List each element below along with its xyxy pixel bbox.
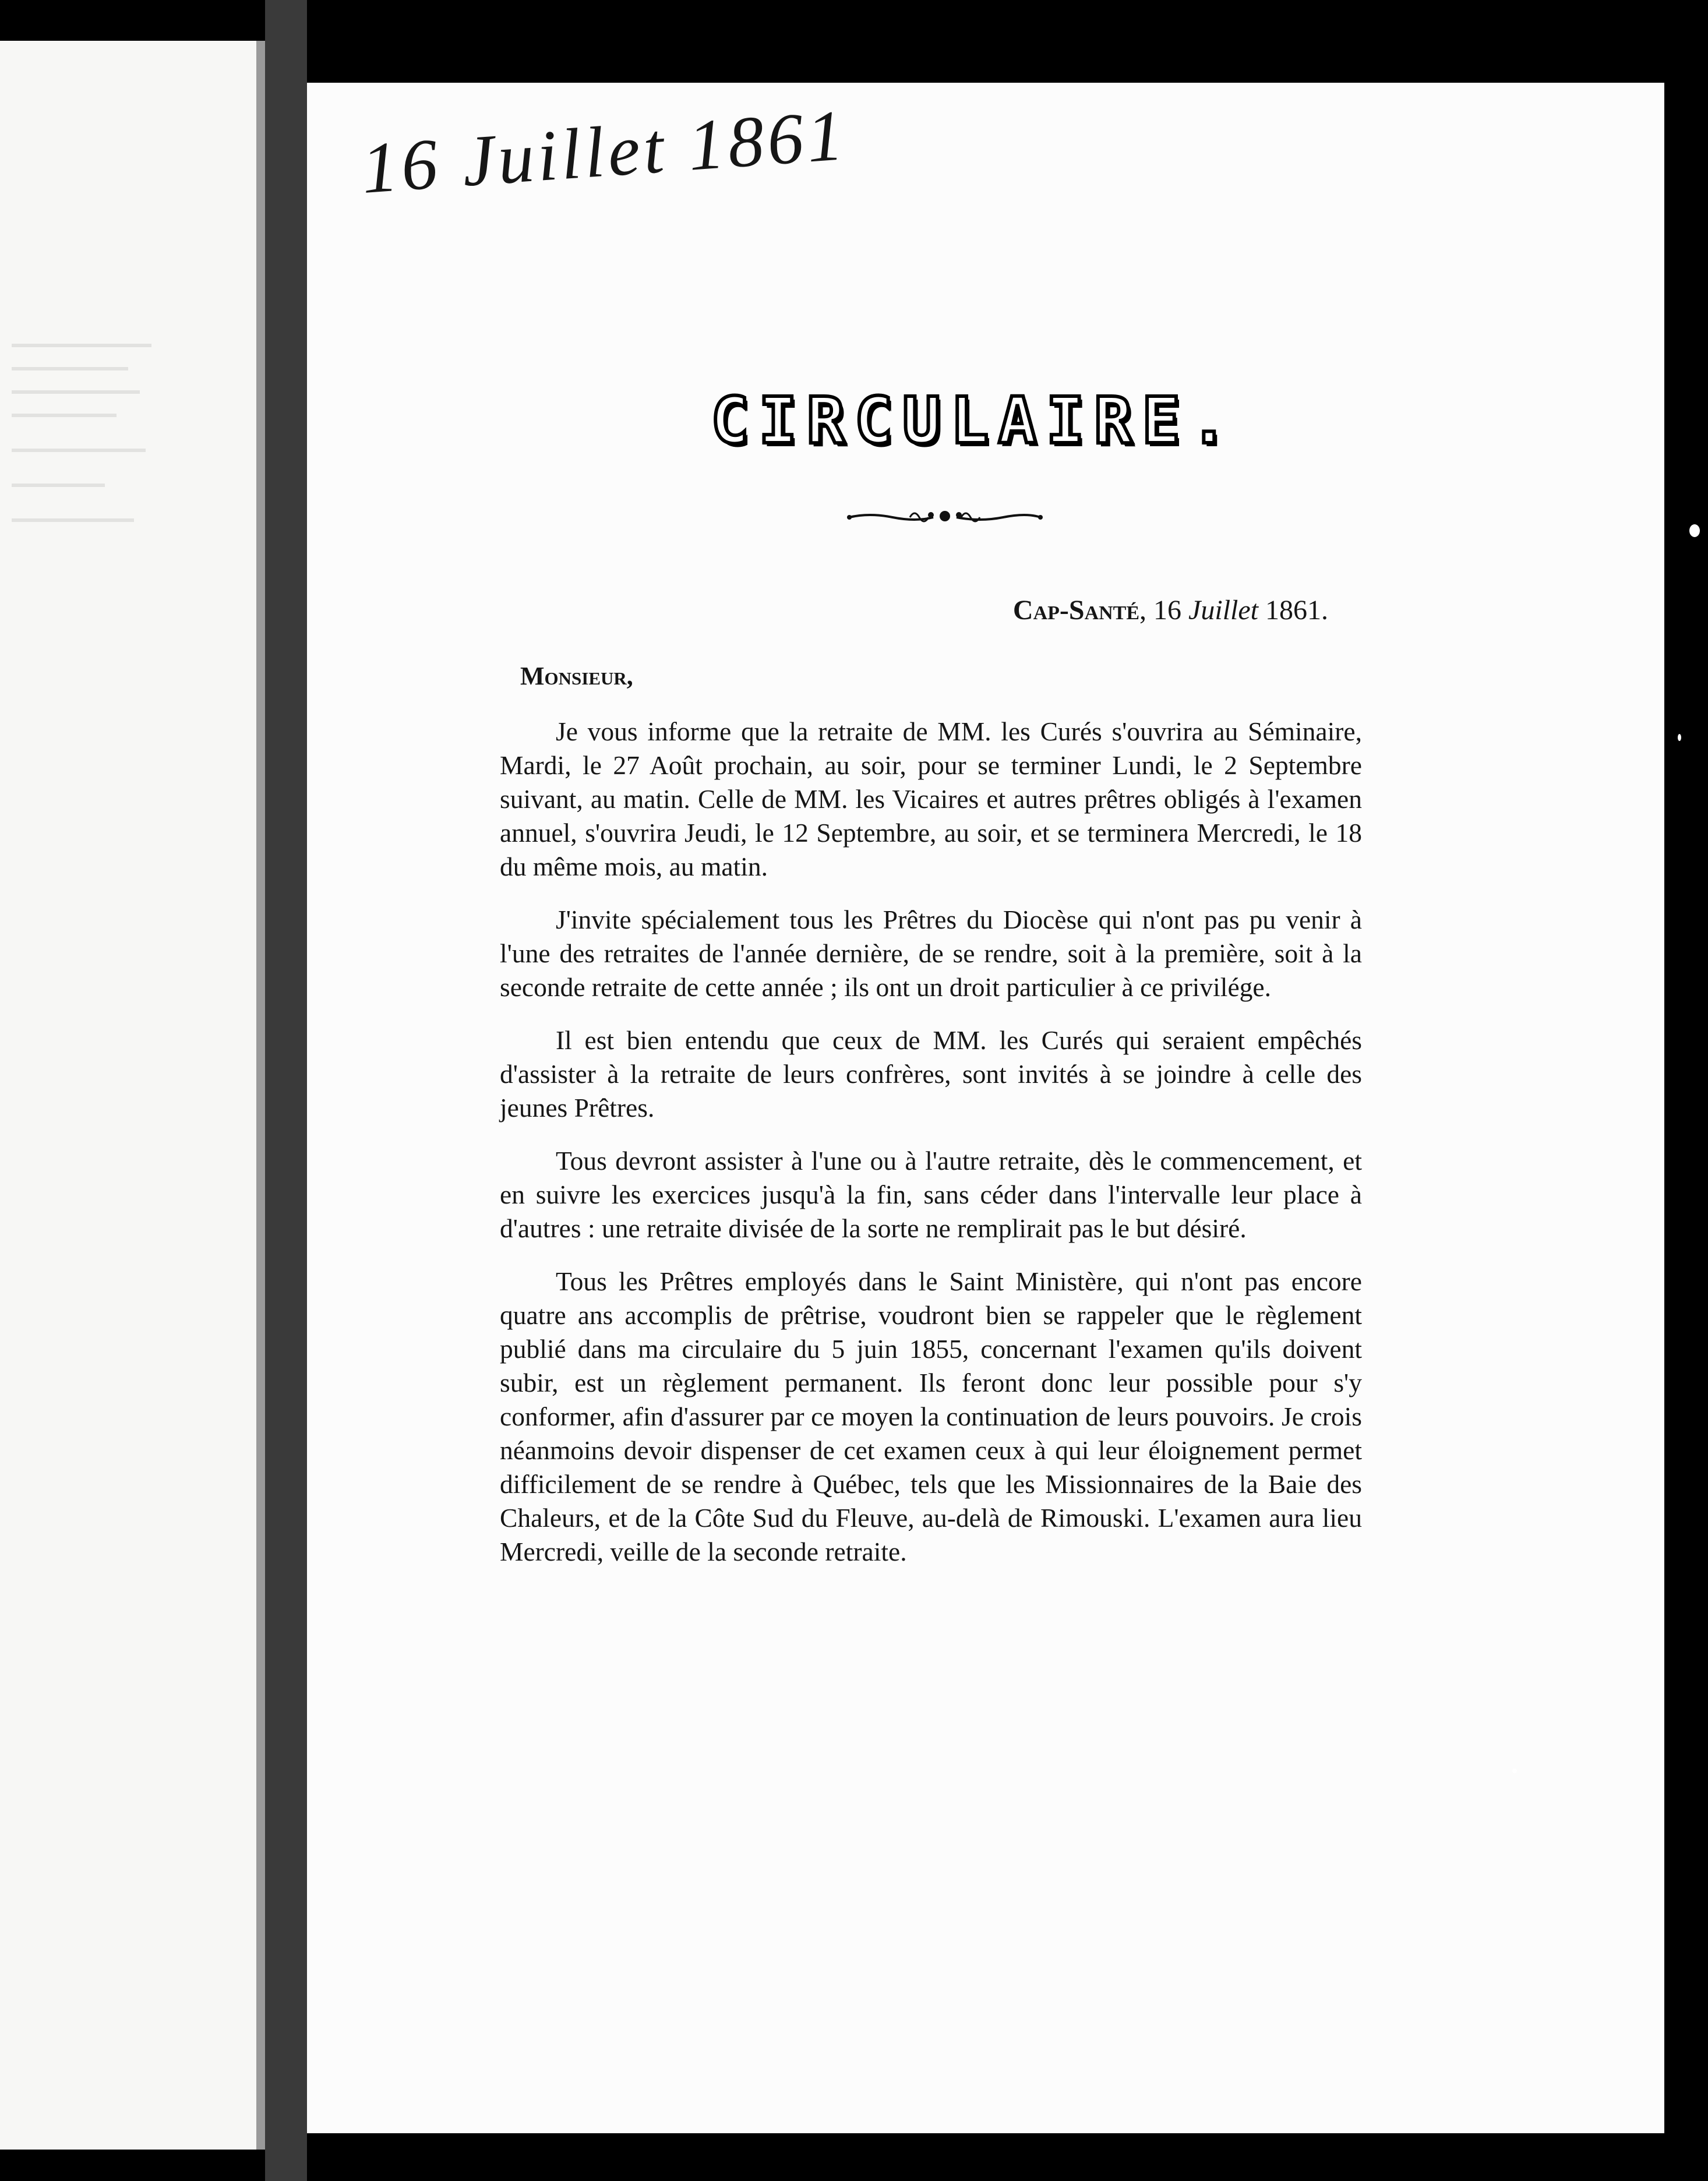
body-paragraph: Tous les Prêtres employés dans le Saint Ministère, qui n'ont pas encore quatre ans accomplis de prêtrise, voudront bien se rappeler que le règlement publié dans ma circulaire du 5 juin 1855, concernant l'examen qu'ils doivent subir, est un règlement permanent. Ils feront donc leur possible pour s'y conformer, afin d'assurer par ce moyen la continuation de leurs pouvoirs. Je crois néanmoins devoir dispenser de cet examen ceux à qui leur éloignement permet difficilement de se rendre à Québec, tels que les Missionnaires de la Baie des Chaleurs, et de la Côte Sud du Fleuve, au-delà de Rimouski. L'examen aura lieu Mercredi, veille de la seconde retraite. (500, 1266, 1362, 1566)
faint-bleed-line (12, 518, 134, 522)
faint-bleed-line (12, 414, 117, 417)
faint-bleed-line (12, 367, 128, 370)
flourish-rule-ornament-icon (846, 504, 1044, 528)
salutation: Monsieur, (520, 662, 633, 690)
body-paragraph: Je vous informe que la retraite de MM. les Curés s'ouvrira au Séminaire, Mardi, le 27 Août prochain, au soir, pour se terminer Lundi, le 2 Septembre suivant, au matin. Celle de MM. les Vicaires et autres prêtres obligés à l'examen annuel, s'ouvrira Jeudi, le 12 Septembre, au soir, et se terminera Mercredi, le 18 du même mois, au matin. (500, 717, 1362, 881)
binding-gutter (265, 0, 307, 2181)
dateline-place: Cap-Santé (1012, 595, 1140, 626)
scan-speck (1512, 1769, 1517, 1773)
body-paragraph: Il est bien entendu que ceux de MM. les Curés qui seraient empêchés d'assister à la retraite de leurs confrères, sont invités à se joindre à celle des jeunes Prêtres. (500, 1025, 1362, 1123)
letter-body (500, 715, 1362, 1588)
facing-page-edge (0, 41, 265, 2150)
faint-bleed-line (12, 484, 105, 487)
dateline-month: Juillet (1188, 595, 1258, 626)
body-paragraph: J'invite spécialement tous les Prêtres du Diocèse qui n'ont pas pu venir à l'une des retraites de l'année dernière, de se rendre, soit à la première, soit à la seconde retraite de cette année ; ils ont un droit particulier à ce privilége. (500, 905, 1362, 1002)
faint-bleed-line (12, 344, 151, 347)
handwritten-date-note: 16 Juillet 1861 (359, 95, 849, 209)
body-paragraph: Tous devront assister à l'une ou à l'autre retraite, dès le commencement, et en suivre les exercices jusqu'à la fin, sans céder dans l'intervalle leur place à d'autres : une retraite divisée de la sorte ne remplirait pas le but désiré. (500, 1146, 1362, 1243)
faint-bleed-line (12, 390, 140, 394)
scan-speck (1689, 524, 1700, 537)
faint-bleed-line (12, 449, 146, 452)
document-title: CIRCULAIRE. (711, 383, 1238, 458)
dateline-year: 1861. (1265, 595, 1328, 626)
scan-speck (1678, 734, 1681, 741)
dateline-day: 16 (1153, 595, 1182, 626)
dateline: Cap-Santé, 16 Juillet 1861. (1012, 595, 1328, 626)
